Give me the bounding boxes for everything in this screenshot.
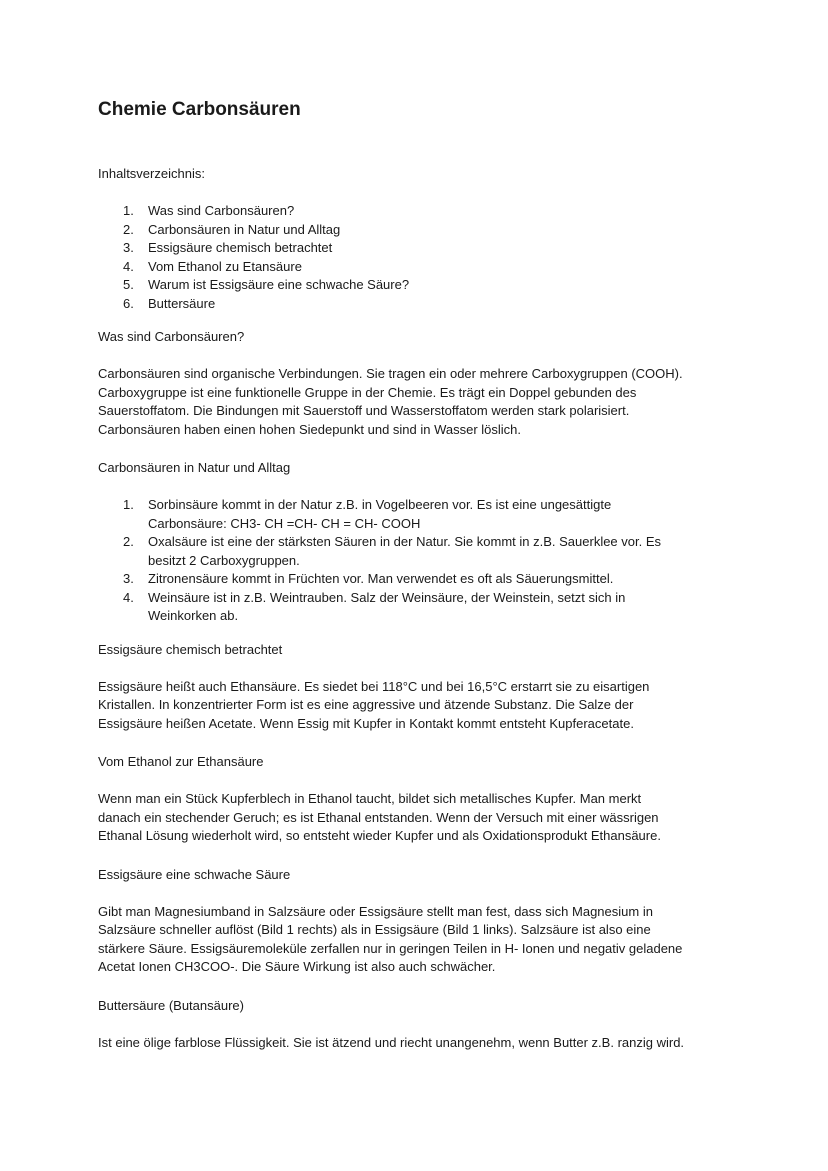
list-item-line: Weinkorken ab.: [148, 608, 239, 623]
toc-item-number: 2.: [123, 221, 134, 237]
toc-item: [98, 202, 738, 221]
toc-item-text: Was sind Carbonsäuren?: [148, 203, 295, 218]
list-item-line: Zitronensäure kommt in Früchten vor. Man verwendet es oft als Säuerungsmittel.: [148, 571, 614, 586]
section-heading: Essigsäure eine schwache Säure: [98, 866, 291, 882]
toc-item-text: Carbonsäuren in Natur und Alltag: [148, 221, 341, 237]
document-page: [98, 96, 738, 1052]
toc-item: [98, 276, 738, 295]
toc-item: [98, 295, 738, 314]
section-paragraph: [98, 678, 738, 734]
toc-item-text: Buttersäure: [148, 295, 216, 311]
toc-item: [98, 221, 738, 240]
list-item: [98, 570, 738, 589]
toc-item: [98, 258, 738, 277]
section-paragraph: [98, 903, 738, 977]
toc-item-text: Essigsäure chemisch betrachtet: [148, 240, 333, 255]
section-paragraph: [98, 1034, 738, 1053]
paragraph-line: stärkere Säure. Essigsäuremoleküle zerfallen nur in geringen Teilen in H- Ionen und negativ geladene: [98, 940, 683, 956]
toc-item-number: 4.: [123, 258, 134, 274]
toc-item-number: 1.: [123, 203, 134, 218]
toc-item-number: 5.: [123, 277, 134, 292]
natur-alltag-list: [98, 496, 738, 626]
toc-item-number: 6.: [123, 295, 134, 311]
list-item-line: Sorbinsäure kommt in der Natur z.B. in Vogelbeeren vor. Es ist eine ungesättigte: [148, 497, 612, 512]
paragraph-line: Carbonsäuren sind organische Verbindungen. Sie tragen ein oder mehrere Carboxygruppen (COOH).: [98, 366, 683, 381]
section-heading: Buttersäure (Butansäure): [98, 997, 244, 1013]
list-item-number: 1.: [123, 497, 134, 512]
paragraph-line: Kristallen. In konzentrierter Form ist es eine aggressive und ätzende Substanz. Die Salze der: [98, 697, 634, 712]
toc-item-text: Warum ist Essigsäure eine schwache Säure?: [148, 277, 410, 292]
section-heading: Was sind Carbonsäuren?: [98, 329, 245, 344]
list-item-line: Carbonsäure: CH3- CH =CH- CH = CH- COOH: [148, 515, 421, 531]
toc-item-text: Vom Ethanol zu Etansäure: [148, 258, 302, 274]
list-item-line: Weinsäure ist in z.B. Weintrauben. Salz der Weinsäure, der Weinstein, setzt sich in: [148, 589, 626, 605]
toc-item: [98, 239, 738, 258]
section-heading: Carbonsäuren in Natur und Alltag: [98, 460, 291, 475]
list-item: [98, 496, 738, 533]
paragraph-line: Carboxygruppe ist eine funktionelle Gruppe in der Chemie. Es trägt ein Doppel gebunden des: [98, 384, 637, 400]
section-heading: Essigsäure chemisch betrachtet: [98, 641, 283, 657]
paragraph-line: Sauerstoffatom. Die Bindungen mit Sauerstoff und Wasserstoffatom werden stark polarisiert.: [98, 403, 630, 418]
paragraph-line: Acetat Ionen CH3COO-. Die Säure Wirkung ist also auch schwächer.: [98, 959, 496, 974]
paragraph-line: Wenn man ein Stück Kupferblech in Ethanol taucht, bildet sich metallisches Kupfer. Man merkt: [98, 791, 642, 806]
paragraph-line: Carbonsäuren haben einen hohen Siedepunkt und sind in Wasser löslich.: [98, 421, 522, 437]
section-paragraph: [98, 365, 738, 439]
paragraph-line: Essigsäure heißt auch Ethansäure. Es siedet bei 118°C und bei 16,5°C erstarrt sie zu eisartigen: [98, 678, 650, 694]
list-item: [98, 533, 738, 570]
list-item-number: 4.: [123, 589, 134, 605]
list-item-number: 2.: [123, 534, 134, 549]
paragraph-line: Essigsäure heißen Acetate. Wenn Essig mit Kupfer in Kontakt kommt entsteht Kupferacetate.: [98, 715, 634, 731]
paragraph-line: danach ein stechender Geruch; es ist Ethanal entstanden. Wenn der Versuch mit einer wässrigen: [98, 809, 659, 825]
section-paragraph: [98, 790, 738, 846]
paragraph-line: Ethanal Lösung wiederholt wird, so entsteht wieder Kupfer und als Oxidationsprodukt Ethansäure.: [98, 828, 661, 843]
list-item-line: besitzt 2 Carboxygruppen.: [148, 552, 300, 568]
toc-heading: Inhaltsverzeichnis:: [98, 166, 205, 181]
table-of-contents: [98, 202, 738, 313]
section-heading: Vom Ethanol zur Ethansäure: [98, 754, 264, 769]
paragraph-line: Ist eine ölige farblose Flüssigkeit. Sie ist ätzend und riecht unangenehm, wenn Butter z.B. ranzig wird.: [98, 1034, 685, 1050]
list-item-number: 3.: [123, 571, 134, 586]
paragraph-line: Gibt man Magnesiumband in Salzsäure oder Essigsäure stellt man fest, dass sich Magnesium in: [98, 903, 653, 919]
list-item-line: Oxalsäure ist eine der stärksten Säuren in der Natur. Sie kommt in z.B. Sauerklee vor. Es: [148, 534, 662, 549]
document-title: Chemie Carbonsäuren: [98, 99, 301, 120]
paragraph-line: Salzsäure schneller auflöst (Bild 1 rechts) als in Essigsäure (Bild 1 links). Salzsäure ist also eine: [98, 922, 651, 937]
list-item: [98, 589, 738, 626]
toc-item-number: 3.: [123, 240, 134, 255]
